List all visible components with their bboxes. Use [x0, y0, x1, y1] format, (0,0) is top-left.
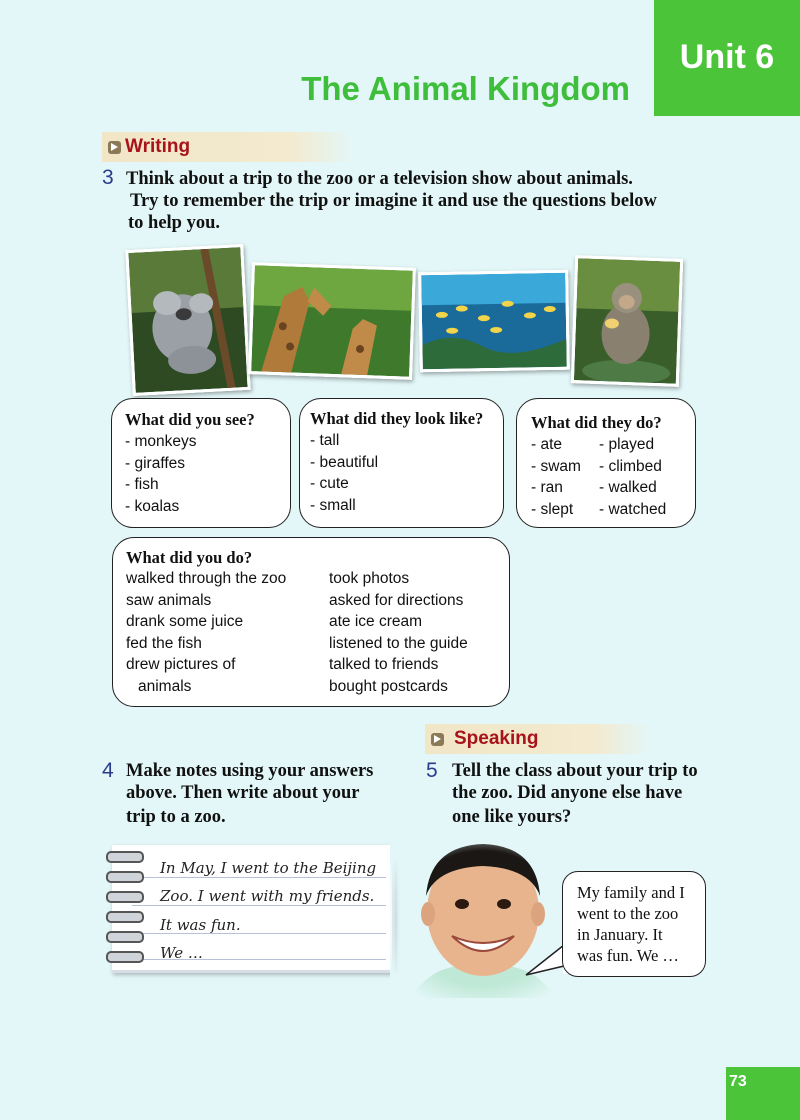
instruction-line: Tell the class about your trip to [452, 761, 698, 781]
instruction-line: above. Then write about your [126, 783, 360, 803]
list-item: ate ice cream [329, 613, 423, 630]
list-item: - ran [531, 479, 563, 496]
task-4-instructions [126, 760, 406, 828]
list-item: walked through the zoo [126, 570, 287, 587]
box-title: What did they look like? [310, 409, 484, 428]
monkey-photo [571, 255, 683, 387]
task-5-instructions [452, 760, 752, 828]
notebook-line: In May, I went to the Beijing [160, 859, 377, 877]
unit-label: Unit 6 [679, 37, 775, 76]
speaking-label: Speaking [454, 728, 539, 749]
speaking-section-header [425, 724, 651, 754]
instruction-line: the zoo. Did anyone else have [452, 783, 683, 803]
instruction-line: one like yours? [452, 807, 572, 827]
list-item: - swam [531, 457, 581, 475]
list-item: fed the fish [126, 634, 202, 652]
list-item: - fish [125, 476, 159, 493]
list-item: - small [310, 496, 356, 514]
instruction-line: Make notes using your answers [126, 761, 374, 781]
notebook-line: We … [160, 944, 203, 962]
page-title: The Animal Kingdom [301, 70, 630, 107]
box-what-did-you-do [112, 537, 510, 707]
instruction-line: to help you. [128, 213, 221, 233]
giraffes-photo [248, 262, 416, 380]
list-item: listened to the guide [329, 634, 468, 652]
spiral-ring [106, 931, 144, 943]
list-item: - monkeys [125, 433, 197, 450]
box-title: What did you see? [125, 410, 255, 429]
page-number-text: 73 [729, 1073, 747, 1090]
instruction-line: Think about a trip to the zoo or a television show about animals. [126, 169, 633, 189]
bubble-line: went to the zoo [577, 904, 679, 923]
box-what-did-they-do [516, 398, 696, 528]
list-item: saw animals [126, 591, 212, 609]
list-item: - beautiful [310, 453, 379, 471]
page-number [726, 1067, 800, 1120]
list-item: drank some juice [126, 613, 244, 630]
list-item: - ate [531, 436, 563, 453]
box-title: What did you do? [126, 548, 253, 567]
list-item: bought postcards [329, 677, 448, 695]
notebook-line: It was fun. [160, 916, 241, 934]
list-item: talked to friends [329, 656, 439, 673]
spiral-ring [106, 951, 144, 963]
spiral-ring [106, 891, 144, 903]
bubble-line: in January. It [577, 925, 663, 944]
play-icon [108, 141, 121, 154]
list-item: took photos [329, 570, 410, 587]
task-number-5: 5 [426, 759, 438, 782]
list-item: - koalas [125, 497, 180, 515]
list-item: asked for directions [329, 591, 464, 609]
box-what-did-you-see [111, 398, 291, 528]
list-item: - played [599, 436, 655, 453]
spiral-ring [106, 871, 144, 883]
play-icon [431, 733, 444, 746]
bubble-line: My family and I [577, 883, 685, 902]
writing-label: Writing [125, 136, 191, 157]
fish-reef-photo [418, 270, 570, 373]
speech-bubble [562, 871, 706, 977]
list-item: drew pictures of [126, 656, 236, 673]
box-what-did-they-look-like [299, 398, 504, 528]
task-number-4: 4 [102, 759, 114, 782]
list-item: animals [138, 677, 192, 695]
bubble-line: was fun. We … [577, 946, 679, 965]
koala-photo [125, 244, 250, 396]
list-item: - watched [599, 500, 667, 518]
writing-section-header [102, 132, 354, 162]
list-item: - walked [599, 479, 657, 496]
spiral-ring [106, 851, 144, 863]
spiral-ring [106, 911, 144, 923]
list-item: - tall [310, 432, 340, 449]
list-item: - cute [310, 475, 349, 492]
list-item: - climbed [599, 457, 662, 475]
task-number-3: 3 [102, 166, 114, 189]
box-title: What did they do? [531, 413, 662, 432]
task-3-instructions [126, 168, 726, 234]
notebook-line: Zoo. I went with my friends. [160, 887, 375, 905]
instruction-line: trip to a zoo. [126, 807, 226, 827]
unit-tab [654, 0, 800, 116]
list-item: - giraffes [125, 454, 186, 472]
notebook [112, 845, 395, 973]
list-item: - slept [531, 500, 574, 518]
instruction-line: Try to remember the trip or imagine it and use the questions below [130, 191, 657, 211]
